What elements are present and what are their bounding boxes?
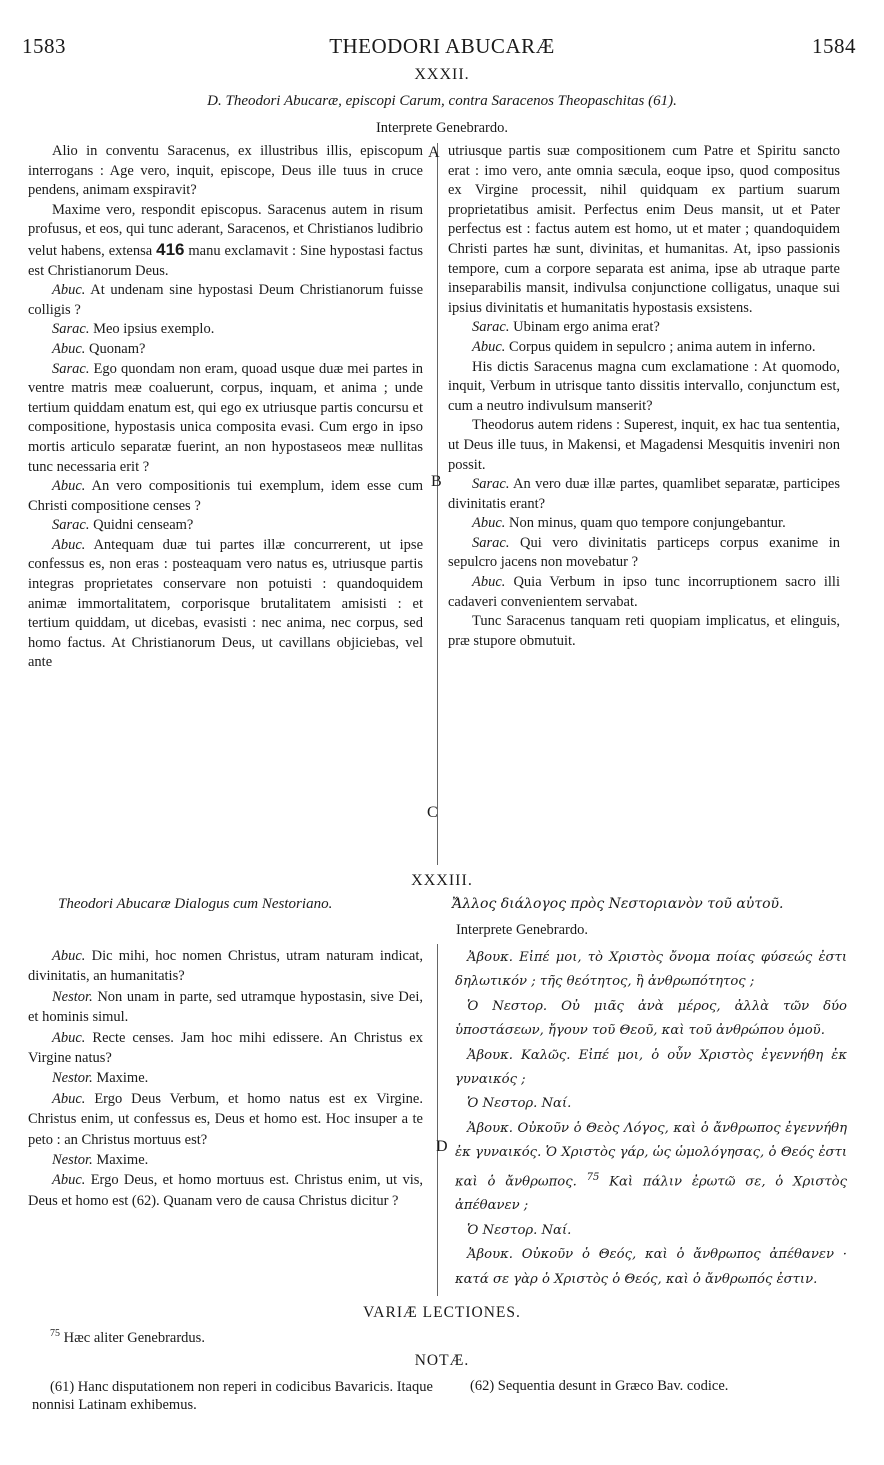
paragraph: utriusque partis suæ compositionem cum Patre et Spiritu sancto erat : imo vero, ante omnia sæcula, eoque ipso, quod compositus ex Virgine processit, nihil quidquam ex partium suarum proprietatibus amisit. Perfectus enim Deus mansit, ut et Pater perfectus est : factus autem est homo, ut et mater ; quandoquidem Christi partes hæ sunt, divinitas, et humanitas. At, ipso passionis tempore, cum a corpore separata est anima, ipse ab utraque parte inseparabilis mansit, indivulsa conjunctione colligatus, unaque sui ipsius divinitatis et humanitatis hypostasis exsistens. xyxy=(448,143,840,316)
speaker: Abuc. xyxy=(52,1029,86,1046)
section1-left-column xyxy=(28,142,423,673)
latin-dialogue-column xyxy=(28,946,423,1211)
speaker: Abuc. xyxy=(472,574,506,591)
paragraph: His dictis Saracenus magna cum exclamatione : At quomodo, inquit, Verbum in utrisque tanto dissitis intervallo, conjunctum est, cum a neutro indivulsum manserit? xyxy=(448,358,840,414)
dialogue-line: Abuc. Dic mihi, hoc nomen Christus, utram naturam indicat, divinitatis, an humanitatis? xyxy=(28,948,424,985)
margin-letter-d: D xyxy=(436,1138,448,1155)
dialogue-line: Abuc. Ergo Deus, et homo mortuus est. Christus enim, ut vis, Deus et homo est (62). Quanam vero de causa Christus dicitur ? xyxy=(28,1172,424,1209)
dialogue-line: Abuc. Antequam duæ tui partes illæ concurrerent, ut ipse confessus es, non eras : posteaquam vero natus es, utriusque partis integras proprietates conservare non potuisti : quandoquidem animæ immortalitatem, corporisque brutalitatem amisisti : et tertium quiddam, ut dicebas, evasisti : nec anima, nec corpus, sed homo factus. At Christianorum Deus, ut cavillans objiciebas, vel ante xyxy=(28,536,423,671)
right-page-number: 1584 xyxy=(812,34,856,58)
greek-line: Ὁ Νεστορ. Οὐ μιᾶς ἀνὰ μέρος, ἀλλὰ τῶν δύο ὑποστάσεων, ἤγουν τοῦ Θεοῦ, καὶ τοῦ ἀνθρώπου ὁμοῦ. xyxy=(455,998,847,1039)
dialogue-line: Abuc. Quia Verbum in ipso tunc incorruptionem sacro illi cadaveri convenientem servabat. xyxy=(448,574,840,610)
speaker: Nestor. xyxy=(52,1070,93,1087)
interpreter-note-32: Interprete Genebrardo. xyxy=(375,120,509,136)
greek-line: Ἀβουκ. Οὐκοῦν ὁ Θεός, καὶ ὁ ἄνθρωπος ἀπέθανεν · κατά σε γὰρ ὁ Χριστὸς ὁ Θεός, καὶ ὁ ἄνθρωπός ἐστιν. xyxy=(455,1247,847,1287)
left-page-number: 1583 xyxy=(22,34,66,58)
dialogue-line: Sarac. Qui vero divinitatis particeps corpus exanime in sepulcro jacens non movebatur ? xyxy=(448,534,841,571)
greek-line: Ὁ Νεστορ. Ναί. xyxy=(467,1222,572,1238)
speaker: Abuc. xyxy=(52,282,86,299)
column-divider xyxy=(437,143,438,865)
dialogue-line: Abuc. Corpus quidem in sepulcro ; anima autem in inferno. xyxy=(472,338,816,355)
speaker: Abuc. xyxy=(52,1090,86,1107)
speaker: Sarac. xyxy=(52,517,90,534)
dialogue-line: Sarac. Ego quondam non eram, quoad usque duæ mei partes in ventre matris meæ coaluerunt, corpus, inquam, et anima ; unde tertium quiddam enatum est, qui ego ex utriusque partis concursu et compositione, hypostasis unica composita evasi. Cum ergo in ipso mortis articulo separatæ fuerint, an non hypostaseos meæ nullitas tunc necessaria erit ? xyxy=(28,360,423,475)
paragraph: Alio in conventu Saracenus, ex illustribus illis, episcopum interrogans : Age vero, inquit, episcope, Deus ille tuus in cruce pendens, animam exspiravit? xyxy=(28,143,423,199)
greek-line: Ἀβουκ. Καλῶς. Εἰπέ μοι, ὁ οὖν Χριστὸς ἐγεννήθη ἐκ γυναικός ; xyxy=(455,1047,847,1088)
dialogue-line: Sarac. An vero duæ illæ partes, quamlibet separatæ, participes divinitatis erant? xyxy=(448,476,840,512)
latin-dialogue-title: Theodori Abucaræ Dialogus cum Nestoriano. xyxy=(58,896,333,912)
margin-letter-a: A xyxy=(428,144,440,161)
speaker: Sarac. xyxy=(472,319,510,336)
speaker: Abuc. xyxy=(52,536,86,553)
margin-letter-b: B xyxy=(431,473,442,490)
dialogue-line: Abuc. Non minus, quam quo tempore conjungebantur. xyxy=(472,515,786,532)
running-title: THEODORI ABUCARÆ xyxy=(329,34,555,58)
variae-lectiones-heading: VARIÆ LECTIONES. xyxy=(363,1304,521,1321)
paragraph: Maxime vero, respondit episcopus. Saracenus autem in risum profusus, et eos, qui tunc aderant, Saracenos, et Christianos ludibrio velut habens, extensa 416 manu exclamavit : Sine hypostasi factus est Christianorum Deus. xyxy=(28,201,424,279)
variant-reading: $^{75}$ Hæc aliter Genebrardus. xyxy=(50,1328,205,1346)
dialogue-line: Sarac. Quidni censeam? xyxy=(52,517,194,534)
note-62: (62) Sequentia desunt in Græco Bav. codice. xyxy=(470,1378,729,1394)
dialogue-line: Nestor. Maxime. xyxy=(52,1152,149,1169)
speaker: Sarac. xyxy=(472,476,510,493)
speaker: Abuc. xyxy=(52,1172,86,1189)
dialogue-line: Abuc. Recte censes. Jam hoc mihi edissere. An Christus ex Virgine natus? xyxy=(28,1029,423,1067)
greek-line: Ὁ Νεστορ. Ναί. xyxy=(467,1096,572,1112)
notae-heading: NOTÆ. xyxy=(414,1352,470,1369)
interpreter-note-33: Interprete Genebrardo. xyxy=(455,922,589,938)
speaker: Nestor. xyxy=(52,1152,93,1169)
section-number-33: XXXIII. xyxy=(411,872,473,889)
note-61: (61) Hanc disputationem non reperi in codicibus Bavaricis. Itaque nonnisi Latinam exhibemus. xyxy=(32,1379,433,1413)
speaker: Nestor. xyxy=(52,988,93,1005)
speaker: Abuc. xyxy=(52,478,86,495)
section-number-32: XXXII. xyxy=(414,66,470,83)
dialogue-line: Nestor. Maxime. xyxy=(52,1070,149,1087)
speaker: Abuc. xyxy=(52,948,86,964)
dialogue-line: Abuc. Quonam? xyxy=(52,340,146,357)
speaker: Sarac. xyxy=(52,321,90,338)
dialogue-line: Sarac. Meo ipsius exemplo. xyxy=(52,321,215,338)
footnote-ref: 75 xyxy=(50,1328,60,1339)
dialogue-line: Nestor. Non unam in parte, sed utramque hypostasin, sive Dei, et hominis simul. xyxy=(28,988,423,1026)
speaker: Sarac. xyxy=(52,360,90,377)
speaker: Sarac. xyxy=(472,534,510,551)
column-marker: 416 xyxy=(156,239,185,259)
section1-right-column xyxy=(448,142,840,651)
dialogue-line: Sarac. Ubinam ergo anima erat? xyxy=(472,319,660,336)
dialogue-line: Abuc. Ergo Deus Verbum, et homo natus est ex Virgine. Christus enim, ut confessus es, Deus et homo est. Hoc insuper a te peto : an Christus mortuus est? xyxy=(28,1090,423,1148)
dialogue-line: Abuc. An vero compositionis tui exemplum, idem esse cum Christi compositione censes ? xyxy=(28,478,423,514)
greek-dialogue-title: Ἄλλος διάλογος πρὸς Νεστοριανὸν τοῦ αὐτοῦ. xyxy=(452,896,784,912)
speaker: Abuc. xyxy=(52,340,86,357)
greek-line: Ἀβουκ. Οὐκοῦν ὁ Θεὸς Λόγος, καὶ ὁ ἄνθρωπος ἐγεννήθη ἐκ γυναικός. Ὁ Χριστὸς γάρ, ὡς ὡμολόγησας, ὁ Θεός ἐστι καὶ ὁ ἄνθρωπος. $^{75}$ Καὶ πάλιν ἐρωτῶ σε, ὁ Χριστὸς ἀπέθανεν ; xyxy=(455,1120,847,1214)
speaker: Abuc. xyxy=(472,338,506,355)
margin-letter-c: C xyxy=(427,804,438,821)
speaker: Abuc. xyxy=(472,515,506,532)
paragraph: Theodorus autem ridens : Superest, inquit, ex hac tua sententia, ut Deus ille tuus, in Makensi, et Magadensi Mesquitis inveniri non possit. xyxy=(448,417,840,473)
paragraph: Tunc Saracenus tanquam reti quopiam implicatus, et elinguis, præ stupore obmutuit. xyxy=(448,613,840,649)
section-title-32: D. Theodori Abucaræ, episcopi Carum, contra Saracenos Theopaschitas (61). xyxy=(207,93,677,109)
footnote-ref: 75 xyxy=(586,1171,600,1183)
column-divider-2 xyxy=(437,944,438,1296)
greek-dialogue-column xyxy=(455,946,847,1292)
dialogue-line: Abuc. At undenam sine hypostasi Deum Christianorum fuisse colligis ? xyxy=(28,282,424,318)
greek-line: Ἀβουκ. Εἰπέ μοι, τὸ Χριστὸς ὄνομα ποίας φύσεώς ἐστι δηλωτικόν ; τῆς θεότητος, ἢ ἀνθρωπότητος ; xyxy=(455,950,847,990)
